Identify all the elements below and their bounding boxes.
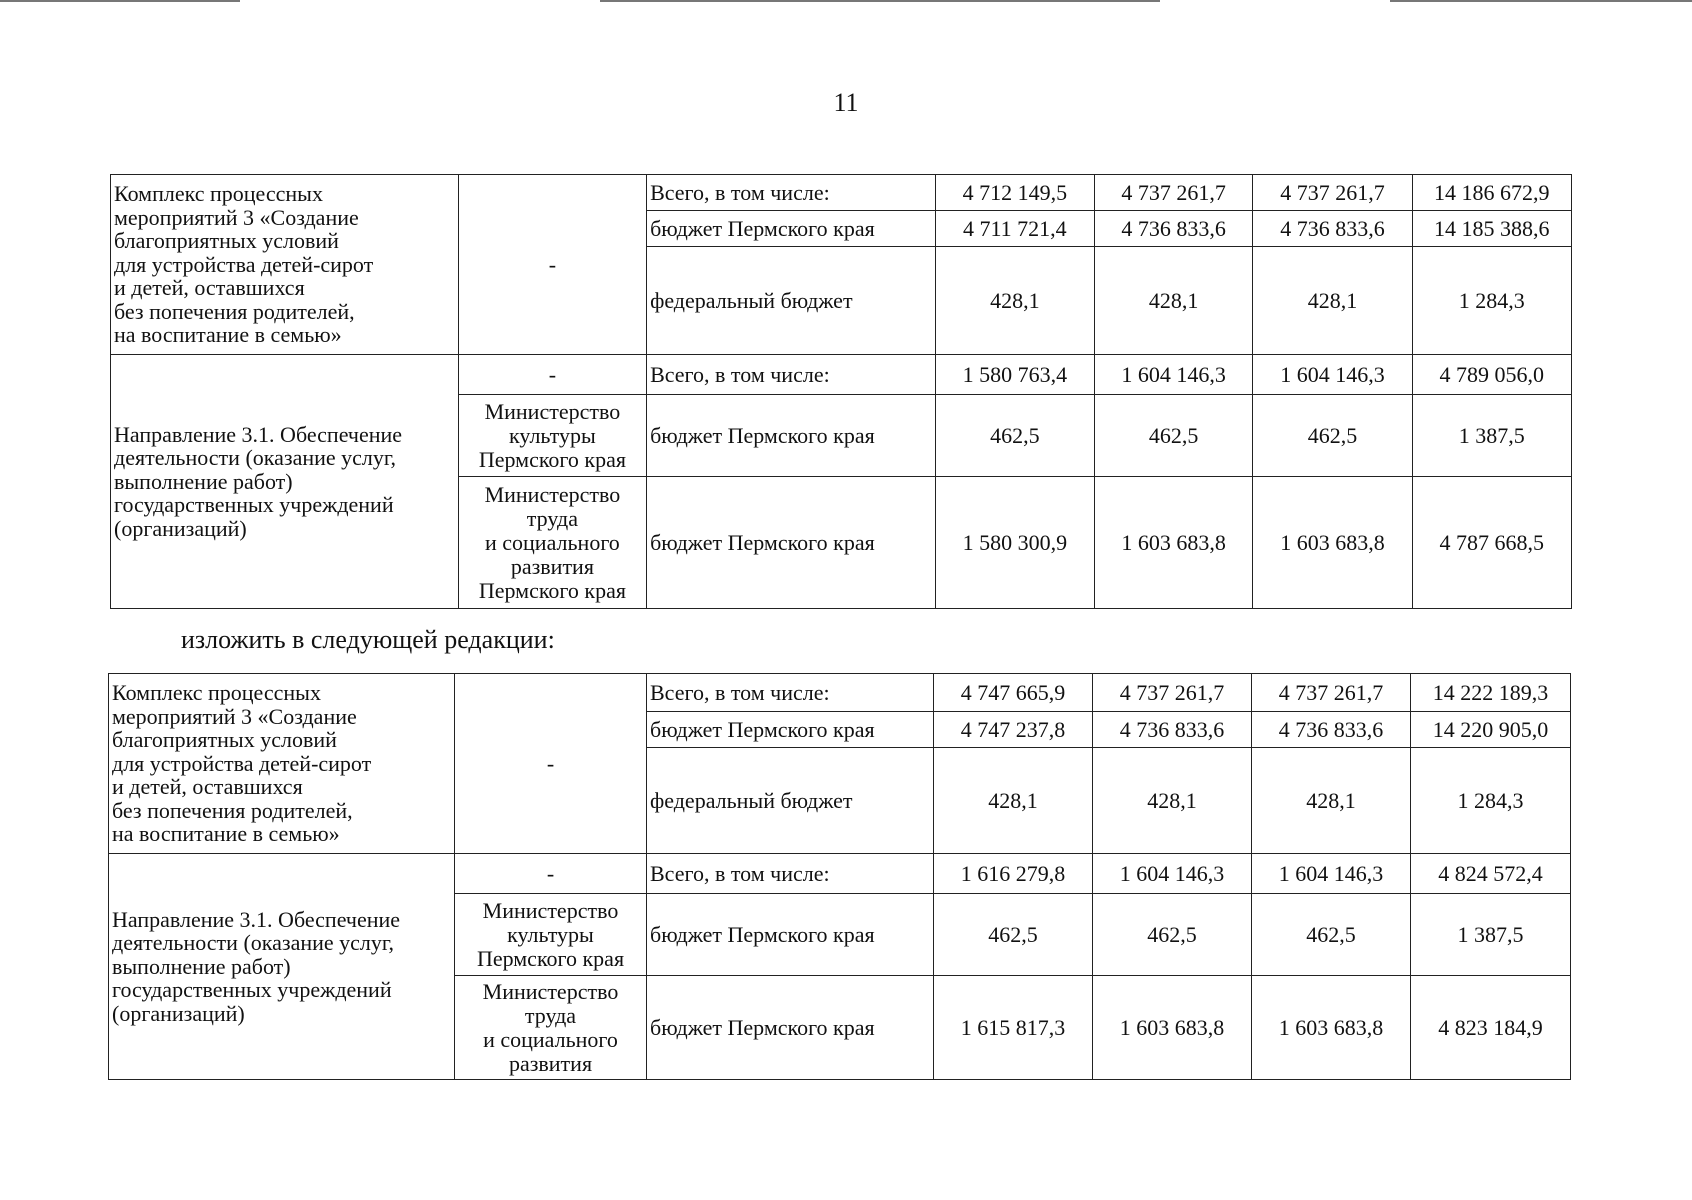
value-cell: 4 737 261,7 — [1094, 175, 1252, 211]
budget-table-before — [110, 174, 1572, 609]
program-complex-name — [109, 674, 455, 854]
source-cell: Всего, в том числе: — [647, 674, 934, 712]
value-cell: 1 580 763,4 — [935, 355, 1094, 395]
value-cell: 1 615 817,3 — [934, 976, 1093, 1080]
value-cell: 462,5 — [1253, 395, 1412, 477]
scan-edge-mark — [600, 0, 1160, 2]
total-cell: 1 284,3 — [1412, 247, 1571, 355]
source-cell: Всего, в том числе: — [647, 355, 936, 395]
total-cell: 14 220 905,0 — [1411, 712, 1571, 748]
value-cell: 1 603 683,8 — [1093, 976, 1252, 1080]
value-cell: 462,5 — [1252, 894, 1411, 976]
value-cell: 1 604 146,3 — [1252, 854, 1411, 894]
cell-text: Министерство труда и социального развития — [482, 978, 619, 1076]
executor-cell: - — [455, 854, 647, 894]
table-row — [111, 175, 1572, 211]
executor-cell — [455, 894, 647, 976]
value-cell: 4 736 833,6 — [1253, 211, 1412, 247]
value-cell: 1 580 300,9 — [935, 477, 1094, 609]
value-cell: 4 712 149,5 — [935, 175, 1094, 211]
total-cell: 1 387,5 — [1411, 894, 1571, 976]
value-cell: 462,5 — [1094, 395, 1252, 477]
value-cell: 4 736 833,6 — [1252, 712, 1411, 748]
total-cell: 14 186 672,9 — [1412, 175, 1571, 211]
total-cell: 4 823 184,9 — [1411, 976, 1571, 1080]
source-cell: бюджет Пермского края — [647, 712, 934, 748]
source-cell: федеральный бюджет — [647, 247, 936, 355]
executor-cell: - — [455, 674, 647, 854]
cell-text: Министерство труда и социального развития Пермского края — [478, 481, 626, 603]
source-cell: бюджет Пермского края — [647, 976, 934, 1080]
table-row — [109, 674, 1571, 712]
value-cell: 4 747 237,8 — [934, 712, 1093, 748]
cell-text: Комплекс процессных мероприятий 3 «Создание благоприятных условий для устройства детей-сирот и детей, оставшихся без попечения родителей, на воспитание в семью» — [114, 181, 374, 348]
total-cell: 1 284,3 — [1411, 748, 1571, 854]
value-cell: 1 604 146,3 — [1253, 355, 1412, 395]
value-cell: 428,1 — [1093, 748, 1252, 854]
value-cell: 4 736 833,6 — [1094, 211, 1252, 247]
source-cell: бюджет Пермского края — [647, 894, 934, 976]
direction-name — [111, 355, 459, 609]
value-cell: 428,1 — [935, 247, 1094, 355]
source-cell: бюджет Пермского края — [647, 477, 936, 609]
cell-text: Министерство культуры Пермского края — [476, 897, 625, 971]
value-cell: 4 737 261,7 — [1253, 175, 1412, 211]
value-cell: 4 737 261,7 — [1093, 674, 1252, 712]
instruction-text: изложить в следующей редакции: — [181, 625, 555, 654]
value-cell: 1 604 146,3 — [1094, 355, 1252, 395]
value-cell: 4 737 261,7 — [1252, 674, 1411, 712]
value-cell: 4 711 721,4 — [935, 211, 1094, 247]
value-cell: 462,5 — [1093, 894, 1252, 976]
executor-cell: - — [458, 355, 646, 395]
value-cell: 1 603 683,8 — [1253, 477, 1412, 609]
budget-table-after — [108, 673, 1571, 1080]
source-cell: бюджет Пермского края — [647, 211, 936, 247]
cell-text: Направление 3.1. Обеспечение деятельности (оказание услуг, выполнение работ) государственных учреждений (организаций) — [114, 421, 403, 541]
scan-edge-mark — [0, 0, 240, 2]
value-cell: 1 616 279,8 — [934, 854, 1093, 894]
value-cell: 1 603 683,8 — [1094, 477, 1252, 609]
executor-cell — [455, 976, 647, 1080]
executor-cell: - — [458, 175, 646, 355]
total-cell: 4 787 668,5 — [1412, 477, 1571, 609]
source-cell: бюджет Пермского края — [647, 395, 936, 477]
total-cell: 1 387,5 — [1412, 395, 1571, 477]
total-cell: 4 824 572,4 — [1411, 854, 1571, 894]
value-cell: 428,1 — [1094, 247, 1252, 355]
scan-edge-mark — [1390, 0, 1692, 2]
source-cell: Всего, в том числе: — [647, 175, 936, 211]
source-cell: федеральный бюджет — [647, 748, 934, 854]
page-number: 11 — [833, 88, 859, 117]
executor-cell — [458, 477, 646, 609]
table-row — [109, 854, 1571, 894]
direction-name — [109, 854, 455, 1080]
cell-text: Направление 3.1. Обеспечение деятельности (оказание услуг, выполнение работ) государственных учреждений (организаций) — [112, 906, 401, 1026]
value-cell: 428,1 — [1253, 247, 1412, 355]
table-row — [111, 355, 1572, 395]
program-complex-name — [111, 175, 459, 355]
value-cell: 1 603 683,8 — [1252, 976, 1411, 1080]
source-cell: Всего, в том числе: — [647, 854, 934, 894]
value-cell: 428,1 — [934, 748, 1093, 854]
total-cell: 4 789 056,0 — [1412, 355, 1571, 395]
value-cell: 462,5 — [934, 894, 1093, 976]
value-cell: 1 604 146,3 — [1093, 854, 1252, 894]
value-cell: 4 747 665,9 — [934, 674, 1093, 712]
total-cell: 14 222 189,3 — [1411, 674, 1571, 712]
cell-text: Министерство культуры Пермского края — [478, 398, 626, 472]
value-cell: 4 736 833,6 — [1093, 712, 1252, 748]
value-cell: 462,5 — [935, 395, 1094, 477]
cell-text: Комплекс процессных мероприятий 3 «Создание благоприятных условий для устройства детей-сирот и детей, оставшихся без попечения родителей, на воспитание в семью» — [112, 680, 372, 847]
executor-cell — [458, 395, 646, 477]
value-cell: 428,1 — [1252, 748, 1411, 854]
total-cell: 14 185 388,6 — [1412, 211, 1571, 247]
